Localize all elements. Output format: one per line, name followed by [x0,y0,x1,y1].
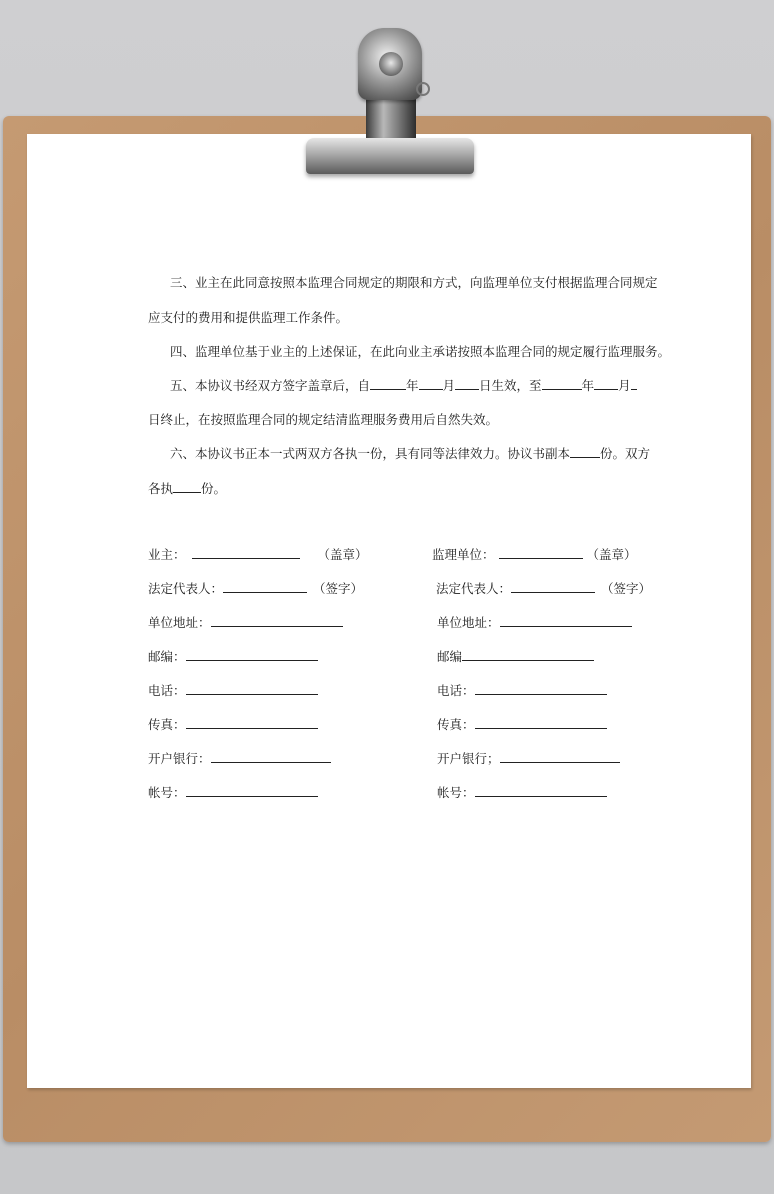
owner-rep-row [148,579,363,597]
supervisor-label: 监理单位： [432,547,495,562]
clause-3-line-1: 三、业主在此同意按照本监理合同规定的期限和方式，向监理单位支付根据监理合同规定 [170,275,658,290]
clause-6-text-c: 各执 [148,481,174,496]
end-month-blank[interactable] [594,377,618,390]
owner-row [148,545,368,563]
supervisor-rep-row [436,579,651,597]
owner-fax-label: 传真： [148,717,186,732]
owner-postcode-label: 邮编： [148,649,186,664]
start-month-blank[interactable] [419,377,443,390]
supervisor-postcode-row [437,647,594,665]
copies-blank[interactable] [570,445,600,458]
clause-5-text-e: 年 [581,378,595,393]
owner-rep-label: 法定代表人： [148,581,224,596]
end-year-blank[interactable] [542,377,582,390]
owner-bank-label: 开户银行： [148,751,211,766]
clause-6-text-b: 份。双方 [600,446,651,461]
supervisor-rep-label: 法定代表人： [436,581,512,596]
supervisor-account-field[interactable] [475,784,607,797]
clause-6-text-a: 六、本协议书正本一式两双方各执一份，具有同等法律效力。协议书副本 [170,446,571,461]
owner-bank-row [148,749,331,767]
owner-address-label: 单位地址： [148,615,211,630]
clause-6-text-d: 份。 [201,481,227,496]
owner-rep-sign-label: （签字） [313,581,364,596]
clause-5-text-d: 日生效，至 [479,378,542,393]
supervisor-field[interactable] [499,546,583,559]
supervisor-account-label: 帐号： [437,785,475,800]
clause-5-text-f: 月 [618,378,631,393]
owner-account-field[interactable] [186,784,318,797]
owner-account-label: 帐号： [148,785,186,800]
end-day-blank[interactable] [631,377,637,390]
owner-account-row [148,783,318,801]
clip-rivet [379,52,403,76]
supervisor-row [432,545,637,563]
supervisor-rep-sign-label: （签字） [601,581,652,596]
start-year-blank[interactable] [370,377,406,390]
owner-phone-field[interactable] [186,682,318,695]
supervisor-bank-row [437,749,620,767]
supervisor-account-row [437,783,607,801]
supervisor-fax-row [437,715,607,733]
owner-address-row [148,613,343,631]
owner-address-field[interactable] [211,614,343,627]
supervisor-seal-label: （盖章） [586,547,637,562]
clause-3-line-2: 应支付的费用和提供监理工作条件。 [148,310,349,325]
supervisor-address-row [437,613,632,631]
owner-phone-row [148,681,318,699]
owner-fax-row [148,715,318,733]
supervisor-fax-field[interactable] [475,716,607,729]
clause-6-line-2 [148,479,226,497]
clause-5-text-b: 年 [406,378,419,393]
owner-rep-field[interactable] [223,580,307,593]
clause-5-text-c: 月 [442,378,456,393]
supervisor-rep-field[interactable] [511,580,595,593]
start-day-blank[interactable] [455,377,479,390]
supervisor-phone-label: 电话： [437,683,475,698]
supervisor-bank-label: 开户银行； [437,751,500,766]
supervisor-postcode-label: 邮编 [437,649,463,664]
clip-wire [416,82,430,96]
owner-postcode-field[interactable] [186,648,318,661]
clause-4: 四、监理单位基于业主的上述保证，在此向业主承诺按照本监理合同的规定履行监理服务。 [170,344,671,359]
owner-phone-label: 电话： [148,683,186,698]
clause-5-text-a: 五、本协议书经双方签字盖章后，自 [170,378,371,393]
supervisor-address-label: 单位地址： [437,615,500,630]
owner-seal-label: （盖章） [317,547,368,562]
owner-label: 业主： [148,547,186,562]
owner-field[interactable] [192,546,300,559]
each-copies-blank[interactable] [173,480,201,493]
supervisor-bank-field[interactable] [500,750,620,763]
clause-6-line-1 [170,444,650,462]
supervisor-phone-field[interactable] [475,682,607,695]
owner-fax-field[interactable] [186,716,318,729]
supervisor-phone-row [437,681,607,699]
clause-5-line-2: 日终止，在按照监理合同的规定结清监理服务费用后自然失效。 [148,412,499,427]
supervisor-postcode-field[interactable] [462,648,594,661]
supervisor-fax-label: 传真： [437,717,475,732]
owner-bank-field[interactable] [211,750,331,763]
clip-base [306,138,474,174]
owner-postcode-row [148,647,318,665]
clause-5-line-1 [170,376,637,394]
supervisor-address-field[interactable] [500,614,632,627]
